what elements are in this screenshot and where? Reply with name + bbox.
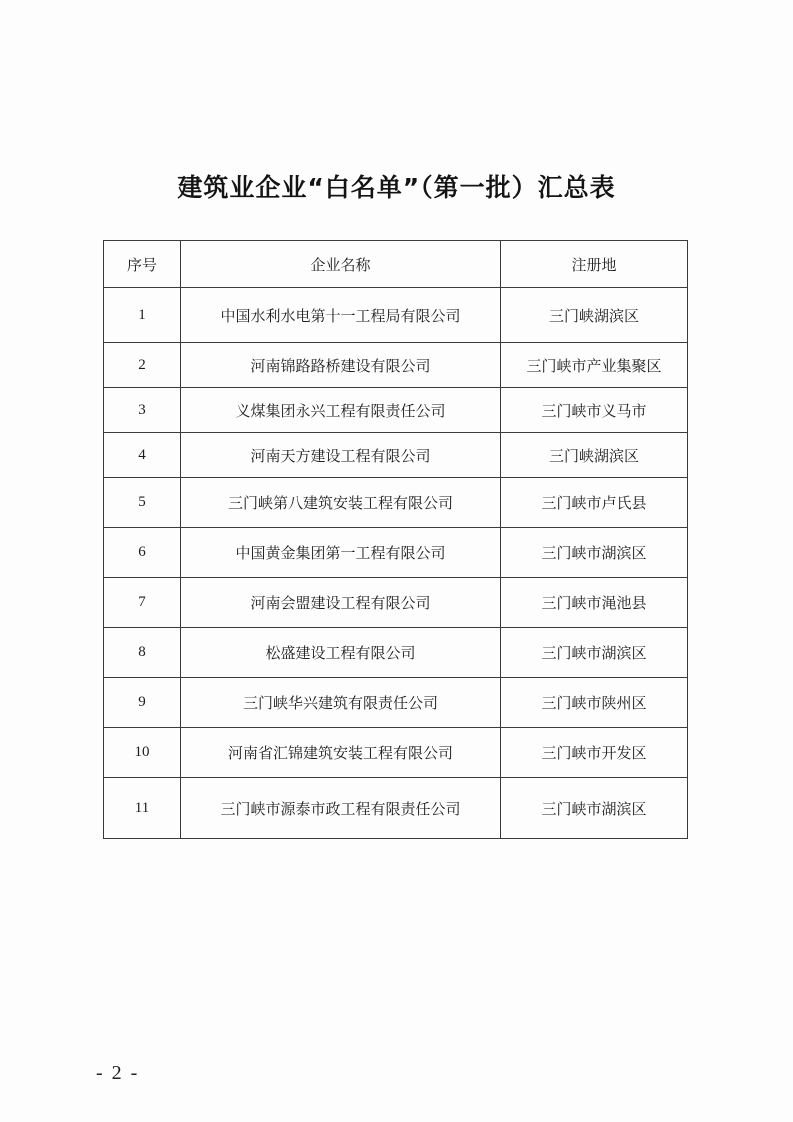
row-serial-number: 7 xyxy=(104,578,181,628)
row-company-name: 河南会盟建设工程有限公司 xyxy=(181,578,501,628)
row-company-name: 义煤集团永兴工程有限责任公司 xyxy=(181,388,501,433)
page-number: - 2 - xyxy=(96,1062,140,1084)
row-company-name: 中国黄金集团第一工程有限公司 xyxy=(181,528,501,578)
row-company-name: 三门峡市源泰市政工程有限责任公司 xyxy=(181,778,501,839)
row-registered-location: 三门峡市湖滨区 xyxy=(501,628,688,678)
row-serial-number: 6 xyxy=(104,528,181,578)
row-serial-number: 10 xyxy=(104,728,181,778)
white-list-table xyxy=(103,240,688,839)
row-serial-number: 4 xyxy=(104,433,181,478)
table-row xyxy=(104,433,688,478)
row-registered-location: 三门峡市产业集聚区 xyxy=(501,343,688,388)
table-row xyxy=(104,728,688,778)
row-registered-location: 三门峡市义马市 xyxy=(501,388,688,433)
row-company-name: 河南省汇锦建筑安装工程有限公司 xyxy=(181,728,501,778)
row-company-name: 松盛建设工程有限公司 xyxy=(181,628,501,678)
row-serial-number: 3 xyxy=(104,388,181,433)
row-registered-location: 三门峡市开发区 xyxy=(501,728,688,778)
row-registered-location: 三门峡市渑池县 xyxy=(501,578,688,628)
header-company-name: 企业名称 xyxy=(181,241,501,288)
table-row xyxy=(104,678,688,728)
header-serial-number: 序号 xyxy=(104,241,181,288)
row-registered-location: 三门峡市卢氏县 xyxy=(501,478,688,528)
row-registered-location: 三门峡湖滨区 xyxy=(501,288,688,343)
table-row xyxy=(104,478,688,528)
row-registered-location: 三门峡湖滨区 xyxy=(501,433,688,478)
row-serial-number: 9 xyxy=(104,678,181,728)
row-registered-location: 三门峡市湖滨区 xyxy=(501,528,688,578)
row-serial-number: 11 xyxy=(104,778,181,839)
table-row xyxy=(104,288,688,343)
row-registered-location: 三门峡市陕州区 xyxy=(501,678,688,728)
table-header-row xyxy=(104,241,688,288)
header-registered-location: 注册地 xyxy=(501,241,688,288)
table-row xyxy=(104,778,688,839)
row-registered-location: 三门峡市湖滨区 xyxy=(501,778,688,839)
row-serial-number: 5 xyxy=(104,478,181,528)
row-company-name: 河南锦路路桥建设有限公司 xyxy=(181,343,501,388)
row-company-name: 三门峡第八建筑安装工程有限公司 xyxy=(181,478,501,528)
row-company-name: 河南天方建设工程有限公司 xyxy=(181,433,501,478)
table-row xyxy=(104,388,688,433)
row-company-name: 中国水利水电第十一工程局有限公司 xyxy=(181,288,501,343)
row-company-name: 三门峡华兴建筑有限责任公司 xyxy=(181,678,501,728)
table-row xyxy=(104,343,688,388)
row-serial-number: 1 xyxy=(104,288,181,343)
document-title: 建筑业企业“白名单”（第一批）汇总表 xyxy=(177,173,616,202)
table-row xyxy=(104,628,688,678)
row-serial-number: 8 xyxy=(104,628,181,678)
table-row xyxy=(104,528,688,578)
table-row xyxy=(104,578,688,628)
row-serial-number: 2 xyxy=(104,343,181,388)
